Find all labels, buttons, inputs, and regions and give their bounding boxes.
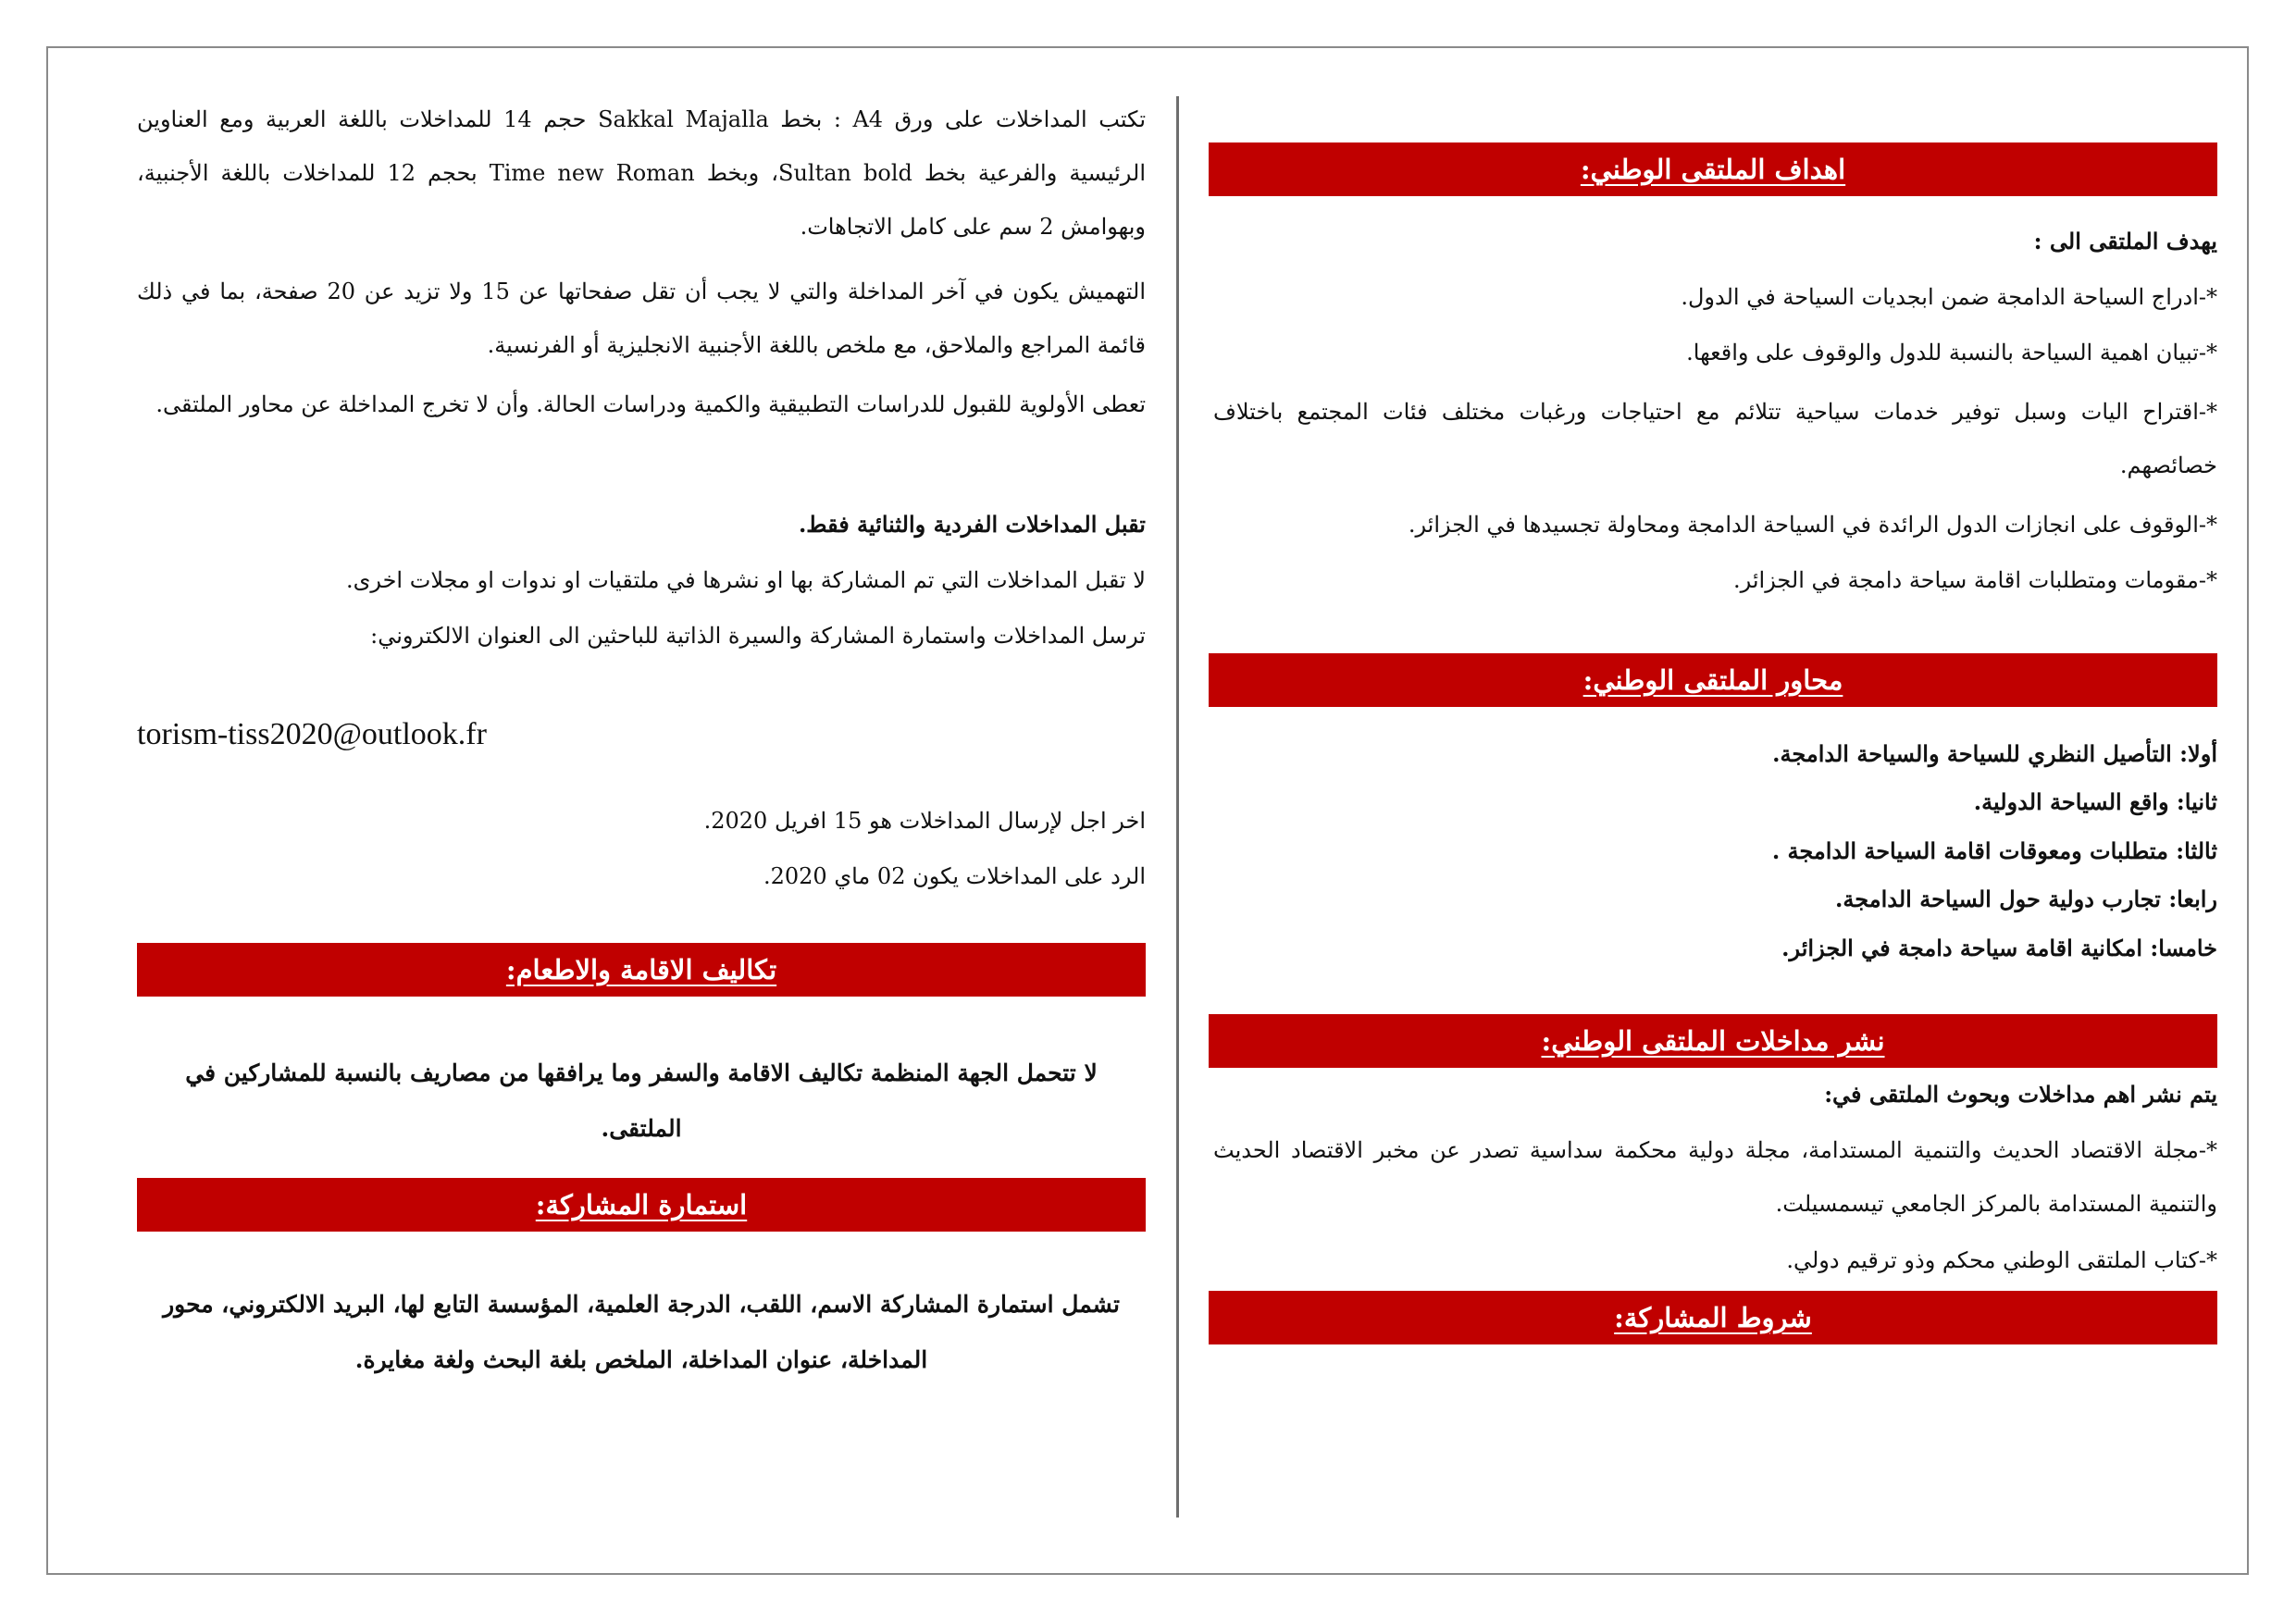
costs-heading: تكاليف الاقامة والاطعام:: [137, 943, 1146, 997]
goals-intro: يهدف الملتقى الى :: [2033, 228, 2217, 254]
conditions-heading: شروط المشاركة:: [1209, 1291, 2217, 1344]
column-divider: [1176, 96, 1179, 1518]
form-heading: استمارة المشاركة:: [137, 1178, 1146, 1232]
axis-item: أولا: التأصيل النظري للسياحة والسياحة الدامجة.: [1772, 740, 2217, 767]
reply-text: الرد على المداخلات يكون 02 ماي 2020.: [763, 863, 1146, 889]
publication-heading: نشر مداخلات الملتقى الوطني:: [1209, 1014, 2217, 1068]
axis-item: ثالثا: متطلبات ومعوقات اقامة السياحة الدامجة .: [1771, 837, 2217, 864]
axis-item: رابعا: تجارب دولية حول السياحة الدامجة.: [1835, 886, 2217, 912]
costs-text: لا تتحمل الجهة المنظمة تكاليف الاقامة والسفر وما يرافقها من مصاريف بالنسبة للمشاركين في الملتقى.: [185, 1059, 1098, 1142]
priority-text: تعطى الأولوية للقبول للدراسات التطبيقية والكمية ودراسات الحالة. وأن لا تخرج المداخلة عن محاور الملتقى.: [155, 391, 1146, 417]
goals-heading: اهداف الملتقى الوطني:: [1209, 142, 2217, 196]
goal-item: *-ادراج السياحة الدامجة ضمن ابجديات السياحة في الدول.: [1681, 284, 2217, 310]
publication-intro: يتم نشر اهم مداخلات وبحوث الملتقى في:: [1824, 1081, 2217, 1108]
goal-item: *-الوقوف على انجازات الدول الرائدة في السياحة الدامجة ومحاولة تجسيدها في الجزائر.: [1408, 512, 2217, 538]
send-text: ترسل المداخلات واستمارة المشاركة والسيرة الذاتية للباحثين الى العنوان الالكتروني:: [370, 623, 1146, 649]
formatting-text: تكتب المداخلات على ورق A4 : بخط Sakkal Majalla حجم 14 للمداخلات باللغة العربية ومع العناوين الرئيسية والفرعية بخط Sultan bold، وبخط Time new Roman بحجم 12 للمداخلات باللغة الأجنبية، وبهوامش 2 سم على كامل الاتجاهات.: [137, 106, 1146, 240]
goal-item: *-مقومات ومتطلبات اقامة سياحة دامجة في الجزائر.: [1732, 567, 2217, 593]
publication-item: *-كتاب الملتقى الوطني محكم وذو ترقيم دولي.: [1786, 1247, 2217, 1273]
axis-item: خامسا: امكانية اقامة سياحة دامجة في الجزائر.: [1781, 935, 2217, 961]
deadline-text: اخر اجل لإرسال المداخلات هو 15 افريل 2020.: [703, 808, 1146, 834]
axes-heading: محاور الملتقى الوطني:: [1209, 653, 2217, 707]
accepted-text: تقبل المداخلات الفردية والثنائية فقط.: [798, 511, 1146, 538]
publication-item: *-مجلة الاقتصاد الحديث والتنمية المستدامة، مجلة دولية محكمة سداسية تصدر عن مخبر الاقتصاد الحديث والتنمية المستدامة بالمركز الجامعي تيسمسيلت.: [1213, 1137, 2217, 1217]
goal-item: *-تبيان اهمية السياحة بالنسبة للدول والوقوف على واقعها.: [1686, 340, 2217, 365]
footnotes-text: التهميش يكون في آخر المداخلة والتي لا يجب أن تقل صفحاتها عن 15 ولا تزيد عن 20 صفحة، بما في ذلك قائمة المراجع والملاحق، مع ملخص باللغة الأجنبية الانجليزية أو الفرنسية.: [137, 279, 1146, 358]
not-accepted-text: لا تقبل المداخلات التي تم المشاركة بها او نشرها في ملتقيات او ندوات او مجلات اخرى.: [345, 567, 1146, 593]
goal-item: *-اقتراح اليات وسبل توفير خدمات سياحية تتلائم مع احتياجات ورغبات مختلف فئات المجتمع باختلاف خصائصهم.: [1213, 399, 2217, 478]
contact-email: torism-tiss2020@outlook.fr: [137, 717, 487, 751]
form-text: تشمل استمارة المشاركة الاسم، اللقب، الدرجة العلمية، المؤسسة التابع لها، البريد الالكتروني، محور المداخلة، عنوان المداخلة، الملخص بلغة البحث ولغة مغايرة.: [163, 1291, 1120, 1373]
axis-item: ثانيا: واقع السياحة الدولية.: [1973, 788, 2217, 815]
